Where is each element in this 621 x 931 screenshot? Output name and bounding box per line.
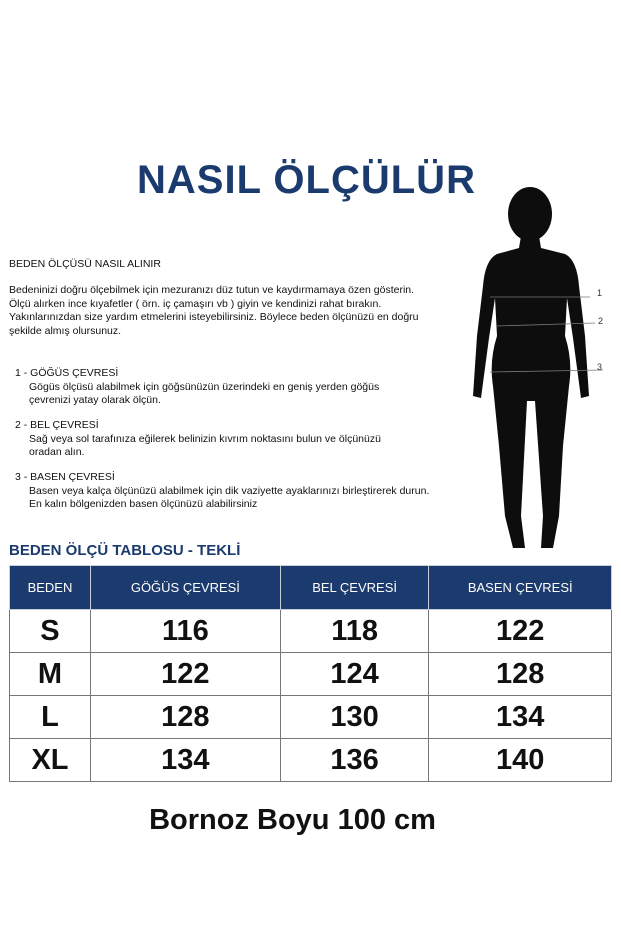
silhouette-icon bbox=[473, 187, 589, 548]
cell-size: S bbox=[10, 610, 91, 653]
step-line: En kalın bölgenizden basen ölçünüzü alabilirsiniz bbox=[29, 498, 258, 510]
cell-waist: 124 bbox=[280, 653, 429, 696]
cell-hip: 140 bbox=[429, 739, 612, 782]
intro-heading: BEDEN ÖLÇÜSÜ NASIL ALINIR bbox=[9, 258, 161, 270]
figure-label-3: 3 bbox=[597, 362, 603, 372]
cell-hip: 122 bbox=[429, 610, 612, 653]
intro-line: Bedeninizi doğru ölçebilmek için mezuranızı düz tutun ve kaydırmamaya özen gösterin. bbox=[9, 284, 415, 296]
step-line: Sağ veya sol tarafınıza eğilerek belinizin kıvrım noktasını bulun ve ölçünüzü bbox=[29, 432, 381, 445]
intro-line: şekilde almış olursunuz. bbox=[9, 324, 122, 337]
table-row bbox=[10, 696, 612, 739]
step-line: çevrenizi yatay olarak ölçün. bbox=[29, 394, 161, 406]
robe-length-note: Bornoz Boyu 100 cm bbox=[149, 804, 436, 836]
cell-hip: 128 bbox=[429, 653, 612, 696]
cell-chest: 128 bbox=[90, 696, 280, 739]
body-silhouette-figure bbox=[455, 186, 615, 556]
cell-size: L bbox=[10, 696, 91, 739]
cell-waist: 130 bbox=[280, 696, 429, 739]
step-waist bbox=[15, 419, 381, 460]
header-chest: GÖĞÜS ÇEVRESİ bbox=[90, 566, 280, 610]
intro-text bbox=[9, 284, 419, 338]
step-line: Basen veya kalça ölçünüzü alabilmek için dik vaziyette ayaklarınızı birleştirerek durun. bbox=[29, 484, 430, 497]
table-row bbox=[10, 610, 612, 653]
header-hip: BASEN ÇEVRESİ bbox=[429, 566, 612, 610]
table-row bbox=[10, 653, 612, 696]
size-table bbox=[9, 565, 612, 782]
intro-line: Yakınlarınızdan size yardım etmelerini isteyebilirsiniz. Böylece beden ölçünüzü en doğru bbox=[9, 311, 419, 323]
step-line: oradan alın. bbox=[29, 446, 85, 458]
step-line: Gögüs ölçüsü alabilmek için göğsünüzün üzerindeki en geniş yerden göğüs bbox=[29, 380, 380, 393]
step-heading: 3 - BASEN ÇEVRESİ bbox=[15, 471, 115, 483]
table-row bbox=[10, 739, 612, 782]
cell-chest: 116 bbox=[90, 610, 280, 653]
cell-waist: 118 bbox=[280, 610, 429, 653]
cell-chest: 122 bbox=[90, 653, 280, 696]
cell-size: M bbox=[10, 653, 91, 696]
header-size: BEDEN bbox=[10, 566, 91, 610]
cell-size: XL bbox=[10, 739, 91, 782]
cell-chest: 134 bbox=[90, 739, 280, 782]
figure-label-1: 1 bbox=[597, 288, 603, 298]
cell-waist: 136 bbox=[280, 739, 429, 782]
step-hip bbox=[15, 471, 429, 512]
page-title: NASIL ÖLÇÜLÜR bbox=[137, 158, 476, 202]
step-chest bbox=[15, 367, 379, 408]
cell-hip: 134 bbox=[429, 696, 612, 739]
figure-label-2: 2 bbox=[598, 316, 604, 326]
table-title: BEDEN ÖLÇÜ TABLOSU - TEKLİ bbox=[9, 542, 241, 559]
step-heading: 1 - GÖĞÜS ÇEVRESİ bbox=[15, 367, 119, 379]
table-header-row bbox=[10, 566, 612, 610]
intro-line: Ölçü alırken ince kıyafetler ( örn. iç çamaşırı vb ) giyin ve kendinizi rahat bırakın. bbox=[9, 297, 382, 310]
step-heading: 2 - BEL ÇEVRESİ bbox=[15, 419, 99, 431]
header-waist: BEL ÇEVRESİ bbox=[280, 566, 429, 610]
